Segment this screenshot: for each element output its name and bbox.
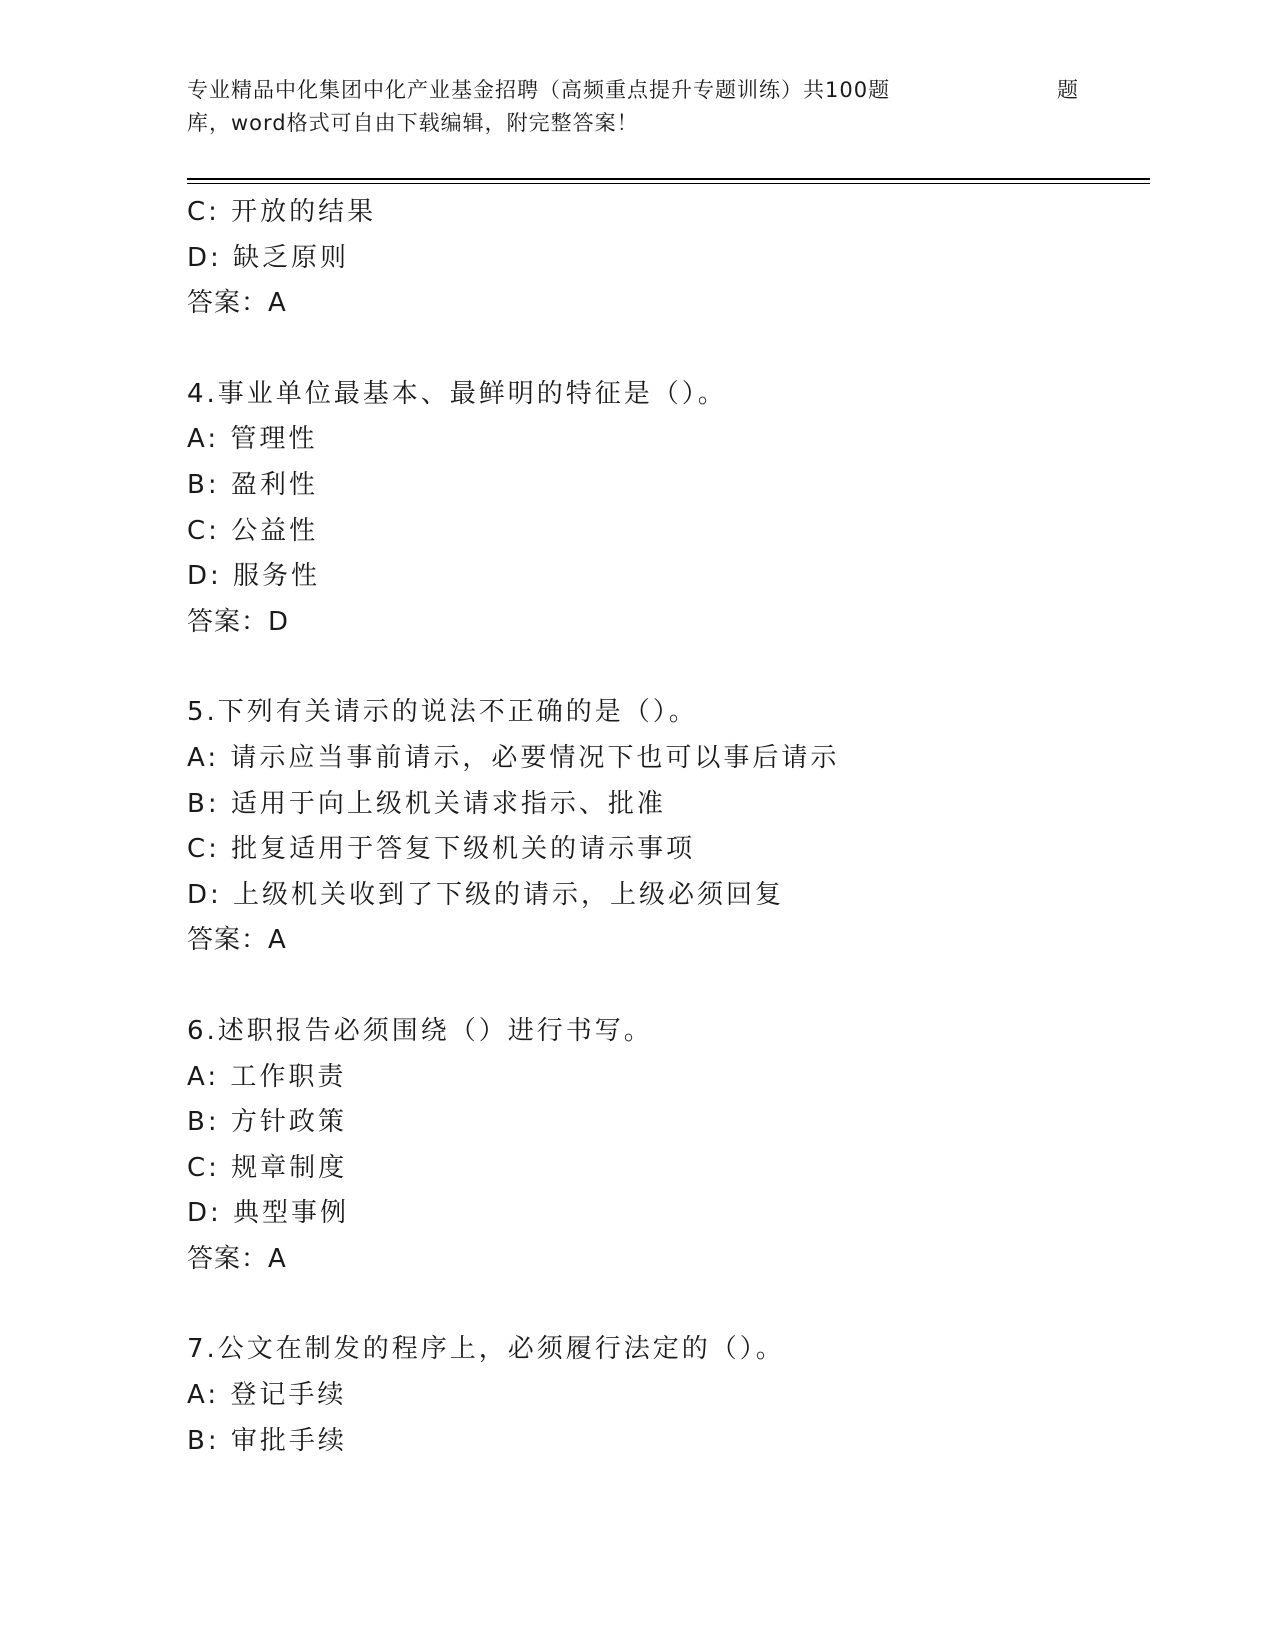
option-b: B: 适用于向上级机关请求指示、批准 xyxy=(187,788,666,819)
option-b: B: 审批手续 xyxy=(187,1425,347,1456)
question-list xyxy=(187,190,1127,1464)
question-gap xyxy=(187,1282,1127,1327)
answer-line: 答案：A xyxy=(187,925,287,956)
header-divider-thin xyxy=(187,183,1150,184)
question-gap xyxy=(187,645,1127,690)
option-a: A: 登记手续 xyxy=(187,1380,347,1411)
question-stem: 6.述职报告必须围绕（）进行书写。 xyxy=(187,1015,653,1046)
option-c: C: 公益性 xyxy=(187,515,319,546)
option-a: A: 管理性 xyxy=(187,424,318,455)
option-a: A: 工作职责 xyxy=(187,1061,347,1092)
question-gap xyxy=(187,964,1127,1009)
option-b: B: 盈利性 xyxy=(187,469,318,500)
answer-line: 答案：A xyxy=(187,288,287,319)
question-stem: 4.事业单位最基本、最鲜明的特征是（）。 xyxy=(187,378,727,409)
option-d: D: 上级机关收到了下级的请示，上级必须回复 xyxy=(187,879,785,910)
option-c: C: 批复适用于答复下级机关的请示事项 xyxy=(187,834,696,865)
option-b: B: 方针政策 xyxy=(187,1107,347,1138)
header-title-line-2: 库，word格式可自由下载编辑，附完整答案！ xyxy=(187,111,639,135)
answer-line: 答案：D xyxy=(187,606,290,637)
page-header xyxy=(187,74,1087,140)
question-gap xyxy=(187,327,1127,372)
answer-line: 答案：A xyxy=(187,1243,287,1274)
option-c: C: 规章制度 xyxy=(187,1152,348,1183)
option-d: D: 典型事例 xyxy=(187,1198,350,1229)
header-title-line-1: 专业精品中化集团中化产业基金招聘（高频重点提升专题训练）共100题 xyxy=(187,78,891,102)
option-a: A: 请示应当事前请示，必要情况下也可以事后请示 xyxy=(187,742,840,773)
option-d: D: 服务性 xyxy=(187,561,321,592)
question-stem: 5.下列有关请示的说法不正确的是（）。 xyxy=(187,697,698,728)
header-divider-thick xyxy=(187,178,1150,180)
option-c: C: 开放的结果 xyxy=(187,197,377,227)
header-title-tail: 题 xyxy=(1057,78,1079,102)
option-d: D: 缺乏原则 xyxy=(187,242,350,273)
question-stem: 7.公文在制发的程序上，必须履行法定的（）。 xyxy=(187,1334,785,1365)
